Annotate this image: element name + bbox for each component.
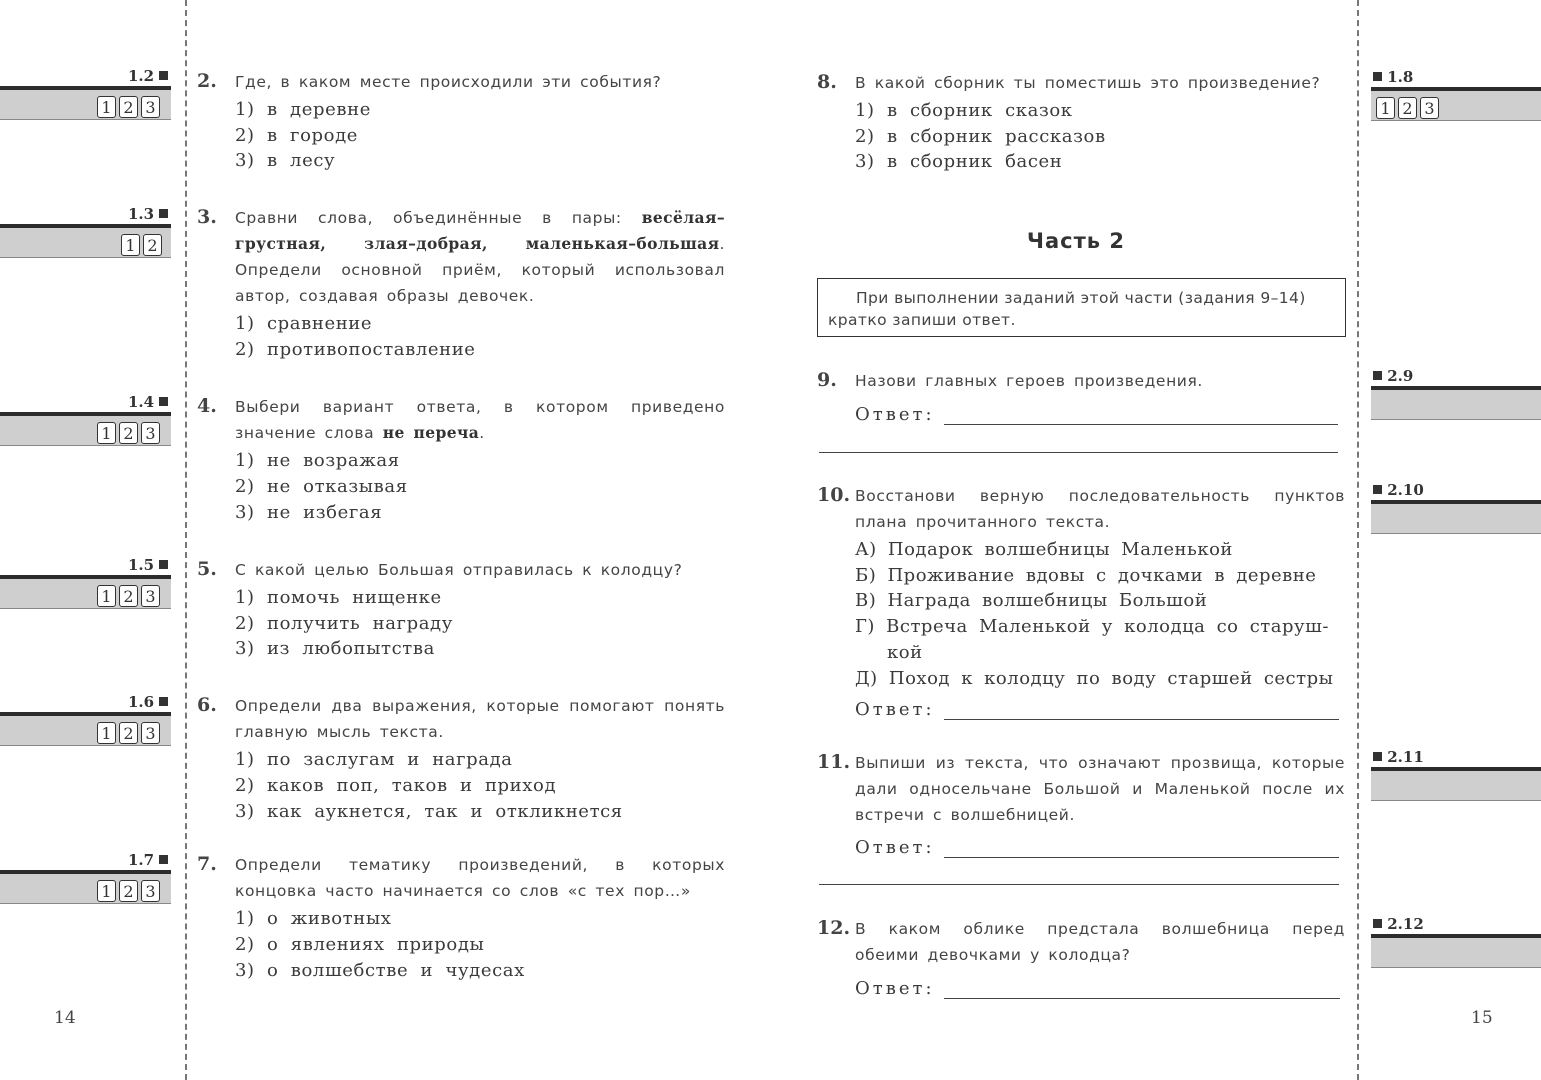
option: 2) о явлениях природы: [235, 934, 485, 955]
answer-box-1[interactable]: 1: [97, 722, 116, 744]
option: 3) не избегая: [235, 502, 383, 523]
option: 2) в сборник рассказов: [855, 126, 1106, 147]
answer-box-1[interactable]: 1: [97, 585, 116, 607]
left-cut-line: [185, 0, 187, 1080]
task-code: 1.3: [128, 205, 168, 223]
question-number: 8.: [817, 71, 837, 93]
page-number: 15: [1471, 1008, 1493, 1028]
answer-boxes: [121, 234, 162, 256]
question-number: 9.: [817, 369, 837, 391]
question-text: Определи два выражения, которые помогают понять главную мысль текста.: [235, 697, 725, 741]
question-number: 12.: [817, 917, 851, 939]
page-number: 14: [54, 1008, 76, 1028]
answer-band[interactable]: [1371, 934, 1541, 968]
question-text: Назови главных героев произведения.: [855, 372, 1203, 390]
plan-item: кой: [887, 642, 923, 663]
plan-item: Г) Встреча Маленькой у колодца со старуш-: [855, 616, 1329, 637]
answer-box-1[interactable]: 1: [121, 234, 140, 256]
question-text: Выпиши из текста, что означают прозвища, которые дали односельчане Большой и Маленькой после их встречи с волшебницей.: [855, 754, 1345, 824]
answer-line[interactable]: [944, 719, 1339, 720]
answer-band[interactable]: [1371, 767, 1541, 801]
answer-band[interactable]: [1371, 500, 1541, 534]
plan-item: А) Подарок волшебницы Маленькой: [855, 539, 1233, 560]
answer-box-2[interactable]: 2: [143, 234, 162, 256]
task-code: 2.9: [1373, 367, 1413, 385]
answer-box-2[interactable]: 2: [119, 880, 138, 902]
answer-boxes: [97, 96, 160, 118]
answer-box-3[interactable]: 3: [141, 722, 160, 744]
answer-box-2[interactable]: 2: [1398, 97, 1417, 119]
option: 3) о волшебстве и чудесах: [235, 960, 525, 981]
task-code: 1.6: [128, 693, 168, 711]
answer-line[interactable]: [944, 998, 1340, 999]
task-code: 1.5: [128, 556, 168, 574]
answer-box-3[interactable]: 3: [141, 422, 160, 444]
question-number: 2.: [197, 70, 217, 92]
option: 3) в сборник басен: [855, 151, 1063, 172]
question-text: В каком облике предстала волшебница перед обеими девочками у колодца?: [855, 920, 1345, 964]
task-code: 2.12: [1373, 915, 1424, 933]
answer-label: Ответ:: [855, 837, 935, 858]
option: 2) в городе: [235, 125, 359, 146]
option: 1) по заслугам и награда: [235, 749, 513, 770]
answer-label: Ответ:: [855, 404, 935, 425]
answer-box-3[interactable]: 3: [141, 880, 160, 902]
answer-boxes: [97, 585, 160, 607]
question-number: 7.: [197, 853, 217, 875]
question-number: 3.: [197, 206, 217, 228]
highlighted-words: весёлая–грустная, злая–добрая, маленькая–большая: [235, 208, 725, 253]
part-title: Часть 2: [1027, 229, 1125, 253]
answer-box-2[interactable]: 2: [119, 585, 138, 607]
question-text: Где, в каком месте происходили эти события?: [235, 73, 662, 91]
option: 2) получить награду: [235, 613, 453, 634]
answer-boxes: [1376, 97, 1439, 119]
answer-label: Ответ:: [855, 699, 935, 720]
right-cut-line: [1357, 0, 1359, 1080]
highlighted-words: не перечa: [382, 423, 480, 442]
task-code: 1.2: [128, 67, 168, 85]
task-code: 1.8: [1373, 68, 1413, 86]
question-number: 6.: [197, 694, 217, 716]
option: 1) сравнение: [235, 313, 373, 334]
answer-boxes: [97, 422, 160, 444]
option: 1) в деревне: [235, 99, 371, 120]
question-number: 4.: [197, 395, 217, 417]
question-number: 5.: [197, 558, 217, 580]
answer-box-1[interactable]: 1: [97, 422, 116, 444]
answer-box-2[interactable]: 2: [119, 96, 138, 118]
option: 1) о животных: [235, 908, 392, 929]
task-code: 2.11: [1373, 748, 1424, 766]
question-text: В какой сборник ты поместишь это произведение?: [855, 74, 1321, 92]
answer-boxes: [97, 722, 160, 744]
question-number: 11.: [817, 751, 851, 773]
answer-box-3[interactable]: 3: [141, 96, 160, 118]
option: 3) в лесу: [235, 150, 336, 171]
plan-item: Б) Проживание вдовы с дочками в деревне: [855, 565, 1317, 586]
plan-item: Д) Поход к колодцу по воду старшей сестры: [855, 668, 1334, 689]
answer-box-1[interactable]: 1: [97, 880, 116, 902]
option: 1) в сборник сказок: [855, 100, 1073, 121]
option: 2) каков поп, таков и приход: [235, 775, 557, 796]
answer-box-3[interactable]: 3: [1420, 97, 1439, 119]
answer-box-2[interactable]: 2: [119, 422, 138, 444]
option: 3) как аукнется, так и откликнется: [235, 801, 623, 822]
answer-box-1[interactable]: 1: [97, 96, 116, 118]
plan-item: В) Награда волшебницы Большой: [855, 590, 1208, 611]
answer-line[interactable]: [819, 452, 1338, 453]
instruction-box: При выполнении заданий этой части (задания 9–14) кратко запиши ответ.: [817, 278, 1346, 337]
task-code: 1.7: [128, 851, 168, 869]
option: 2) противопоставление: [235, 339, 476, 360]
answer-box-2[interactable]: 2: [119, 722, 138, 744]
question-text: Восстанови верную последовательность пунктов плана прочитанного текста.: [855, 487, 1345, 531]
question-number: 10.: [817, 484, 851, 506]
answer-line[interactable]: [944, 857, 1339, 858]
answer-band[interactable]: [1371, 386, 1541, 420]
answer-line[interactable]: [944, 424, 1338, 425]
task-code: 1.4: [128, 393, 168, 411]
answer-boxes: [97, 880, 160, 902]
question-text: Сравни слова, объединённые в пары: весёлая–грустная, злая–добрая, маленькая–большая. Определи основной приём, который использовал автор, создавая образы девочек.: [235, 208, 725, 305]
answer-box-3[interactable]: 3: [141, 585, 160, 607]
task-code: 2.10: [1373, 481, 1424, 499]
option: 1) не возражая: [235, 450, 400, 471]
option: 3) из любопытства: [235, 638, 435, 659]
question-text: Выбери вариант ответа, в котором приведено значение слова не перечa.: [235, 398, 725, 442]
option: 1) помочь нищенке: [235, 587, 442, 608]
answer-line[interactable]: [819, 884, 1339, 885]
question-text: С какой целью Большая отправилась к колодцу?: [235, 561, 683, 579]
answer-label: Ответ:: [855, 978, 935, 999]
answer-box-1[interactable]: 1: [1376, 97, 1395, 119]
question-text: Определи тематику произведений, в которых концовка часто начинается со слов «с тех пор…»: [235, 856, 725, 900]
option: 2) не отказывая: [235, 476, 408, 497]
